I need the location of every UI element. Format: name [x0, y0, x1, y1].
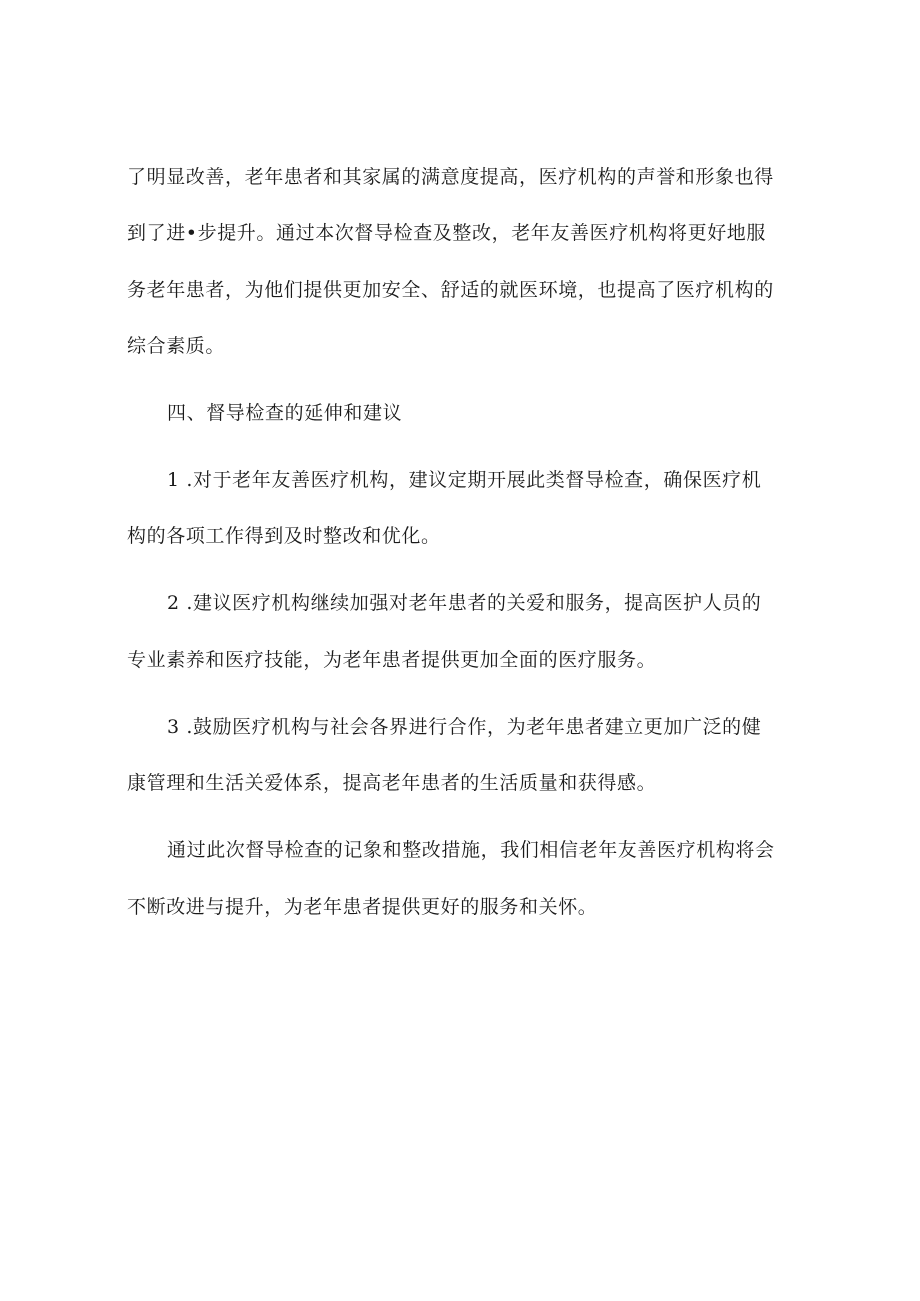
paragraph-line: 务老年患者，为他们提供更加安全、舒适的就医环境，也提高了医疗机构的	[127, 279, 774, 301]
paragraph-line: 到了进•步提升。通过本次督导检查及整改，老年友善医疗机构将更好地服	[127, 222, 767, 244]
suggestion-item: 1 .对于老年友善医疗机构，建议定期开展此类督导检查，确保医疗机	[167, 469, 762, 491]
suggestion-item: 专业素养和医疗技能，为老年患者提供更加全面的医疗服务。	[127, 649, 657, 671]
paragraph-line: 综合素质。	[127, 335, 226, 357]
section-heading: 四、督导检查的延伸和建议	[167, 402, 403, 424]
closing-paragraph-line: 通过此次督导检查的记象和整改措施，我们相信老年友善医疗机构将会	[167, 839, 775, 861]
suggestion-item: 3 .鼓励医疗机构与社会各界进行合作，为老年患者建立更加广泛的健	[167, 716, 762, 738]
paragraph-line: 了明显改善，老年患者和其家属的满意度提高，医疗机构的声誉和形象也得	[127, 166, 774, 188]
suggestion-item: 2 .建议医疗机构继续加强对老年患者的关爱和服务，提高医护人员的	[167, 592, 762, 614]
closing-paragraph-line: 不断改进与提升，为老年患者提供更好的服务和关怀。	[127, 896, 598, 918]
suggestion-item: 康管理和生活关爱体系，提高老年患者的生活质量和获得感。	[127, 772, 657, 794]
suggestion-item: 构的各项工作得到及时整改和优化。	[127, 525, 441, 547]
